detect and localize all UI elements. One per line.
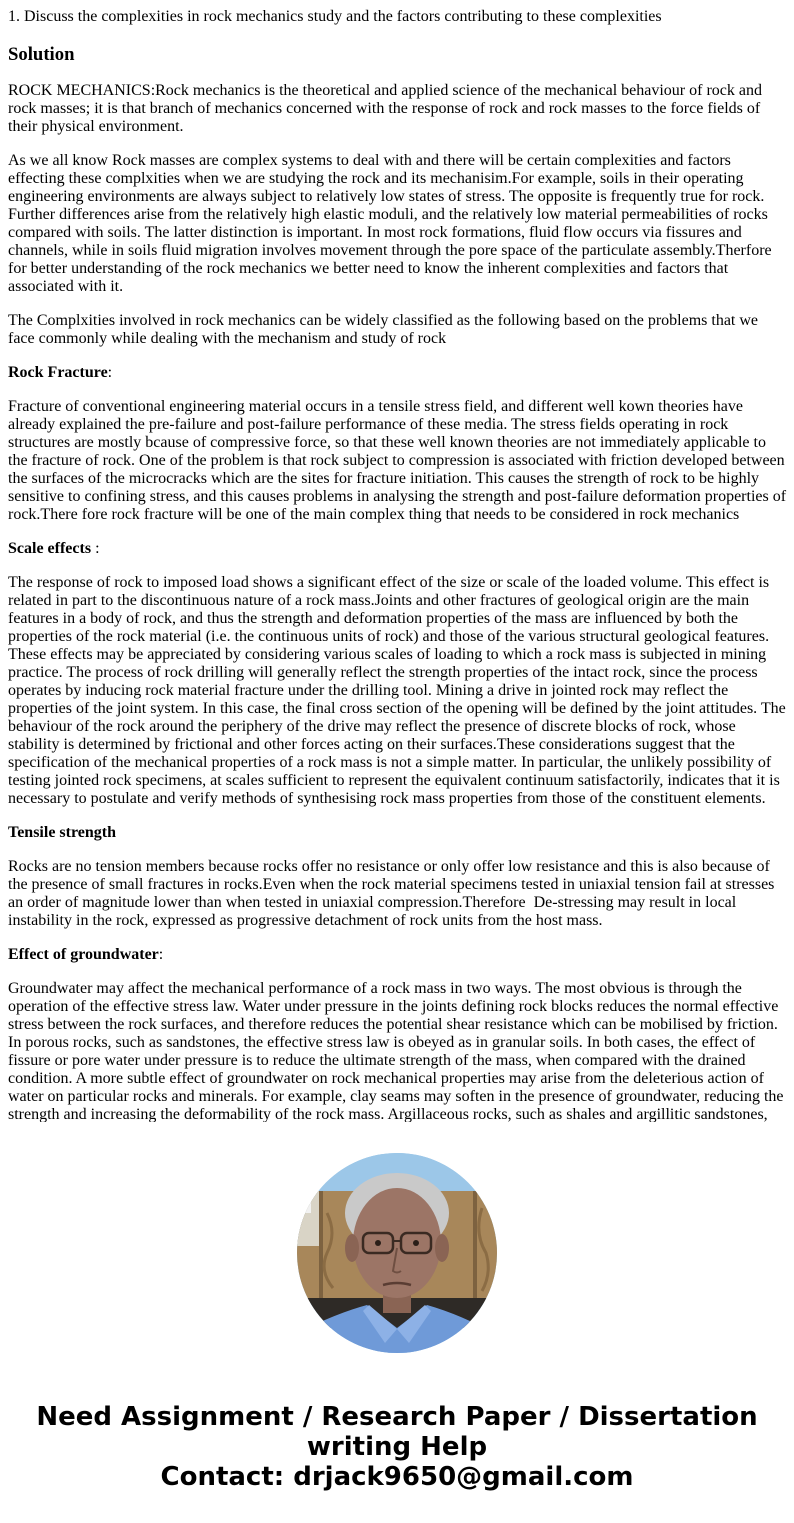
- section-heading-scale-effects: [8, 540, 788, 558]
- section-body-rock-fracture: Fracture of conventional engineering material occurs in a tensile stress field, and different well kown theories have already explained the pre-failure and post-failure performance of these media. The stress fields operating in rock structures are mostly bcause of compressive force, so that these well known theories are not immediately applicable to the fracture of rock. One of the problem is that rock subject to compression is associated with friction developed between the surfaces of the microcracks which are the sites for fracture initiation. This causes the strength of rock to be highly sensitive to confining stress, and this causes problems in analysing the strength and post-failure deformation properties of rock.There fore rock fracture will be one of the main complex thing that needs to be considered in rock mechanics: [8, 398, 787, 523]
- section-title-suffix: :: [91, 540, 100, 557]
- promo-line-1: Need Assignment / Research Paper / Dissertation: [36, 1402, 758, 1432]
- section-body-tensile-strength: Rocks are no tension members because rocks offer no resistance or only offer low resistance and this is also because of the presence of small fractures in rocks.Even when the rock material specimens tested in uniaxial tension fail at stresses an order of magnitude lower than when tested in uniaxial compression.Therefore De-stressing may result in local instability in the rock, expressed as progressive detachment of rock units from the host mass.: [8, 858, 775, 929]
- solution-heading: Solution: [8, 44, 75, 65]
- section-title: Effect of groundwater: [8, 946, 159, 963]
- promo-footer: [0, 1402, 794, 1492]
- promo-contact: Contact: drjack9650@gmail.com: [160, 1462, 634, 1492]
- section-title-suffix: :: [107, 364, 113, 381]
- intro-paragraph-complexity: As we all know Rock masses are complex systems to deal with and there will be certain complexities and factors effecting these complxities when we are studying the rock and its mechanisim.For example, soils in their operating engineering environments are always subject to relatively low states of stress. The opposite is frequently true for rock. Further differences arise from the relatively high elastic moduli, and the relatively low material permeabilities of rocks compared with soils. The latter distinction is important. In most rock formations, fluid flow occurs via fissures and channels, while in soils fluid migration involves movement through the pore space of the particulate assembly.Therfore for better understanding of the rock mechanics we better need to know the inherent complexities and factors that associated with it.: [8, 152, 772, 295]
- intro-paragraph-definition: ROCK MECHANICS:Rock mechanics is the theoretical and applied science of the mechanical behaviour of rock and rock masses; it is that branch of mechanics concerned with the response of rock and rock masses to the force fields of their physical environment.: [8, 82, 762, 135]
- section-body-scale-effects: The response of rock to imposed load shows a significant effect of the size or scale of the loaded volume. This effect is related in part to the discontinuous nature of a rock mass.Joints and other fractures of geological origin are the main features in a body of rock, and thus the strength and deformation properties of the mass are influenced by both the properties of the rock material (i.e. the continuous units of rock) and those of the various structural geological features. These effects may be appreciated by considering various scales of loading to which a rock mass is subjected in mining practice. The process of rock drilling will generally reflect the strength properties of the intact rock, since the process operates by inducing rock material fracture under the drilling tool. Mining a drive in jointed rock may reflect the properties of the joint system. In this case, the final cross section of the opening will be defined by the joint attitudes. The behaviour of the rock around the periphery of the drive may reflect the presence of discrete blocks of rock, whose stability is determined by frictional and other forces acting on their surfaces.These considerations suggest that the specification of the mechanical properties of a rock mass is not a simple matter. In particular, the unlikely possibility of testing jointed rock specimens, at scales sufficient to represent the equivalent continuum satisfactorily, indicates that it is necessary to postulate and verify methods of synthesising rock mass properties from those of the constituent elements.: [8, 574, 786, 807]
- section-title: Rock Fracture: [8, 364, 108, 381]
- person-photo-icon: [297, 1153, 497, 1353]
- question-text: 1. Discuss the complexities in rock mechanics study and the factors contributing to these complexities: [8, 8, 662, 25]
- document-content: [8, 0, 788, 1122]
- section-body-groundwater: Groundwater may affect the mechanical performance of a rock mass in two ways. The most obvious is through the operation of the effective stress law. Water under pressure in the joints defining rock blocks reduces the normal effective stress between the rock surfaces, and therefore reduces the potential shear resistance which can be mobilised by friction. In porous rocks, such as sandstones, the effective stress law is obeyed as in granular soils. In both cases, the effect of fissure or pore water under pressure is to reduce the ultimate strength of the mass, when compared with the drained condition. A more subtle effect of groundwater on rock mechanical properties may arise from the deleterious action of water on particular rocks and minerals. For example, clay seams may soften in the presence of groundwater, reducing the strength and increasing the deformability of the rock mass. Argillaceous rocks, such as shales and argillitic sandstones,: [8, 980, 784, 1122]
- section-heading-rock-fracture: [8, 364, 788, 382]
- section-title-suffix: :: [158, 946, 164, 963]
- intro-paragraph-classification: The Complxities involved in rock mechanics can be widely classified as the following based on the problems that we face commonly while dealing with the mechanism and study of rock: [8, 312, 759, 347]
- author-avatar: [297, 1153, 497, 1353]
- section-title: Tensile strength: [8, 824, 117, 841]
- section-title: Scale effects: [8, 540, 92, 557]
- section-heading-tensile-strength: [8, 824, 788, 842]
- section-heading-groundwater: [8, 946, 788, 964]
- promo-line-2: writing Help: [306, 1432, 488, 1462]
